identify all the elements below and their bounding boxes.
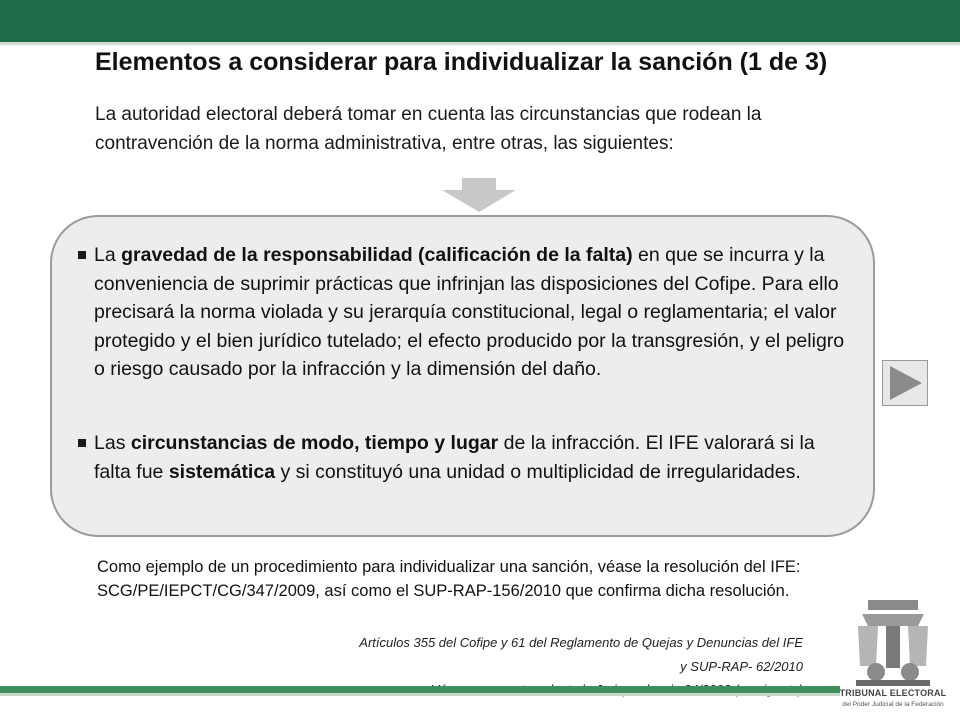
logo-subtitle: del Poder Judicial de la Federación: [842, 701, 944, 708]
logo-name: TRIBUNAL ELECTORAL: [839, 688, 947, 698]
bullet-text: Las circunstancias de modo, tiempo y lugar de la infracción. El IFE valorará si la falta fue sistemática y si constituyó una unidad o multiplicidad de irregularidades.: [94, 432, 815, 483]
reference-line: y SUP-RAP- 62/2010: [680, 658, 803, 674]
example-text: Como ejemplo de un procedimiento para individualizar una sanción, véase la resolución del IFE: SCG/PE/IEPCT/CG/347/2009, así como el SUP-RAP-156/2010 que confirma dicha resolución.: [97, 558, 801, 600]
header-band: [0, 0, 960, 42]
down-arrow-icon: [442, 178, 516, 212]
intro-text: La autoridad electoral deberá tomar en cuenta las circunstancias que rodean la contravención de la norma administrativa, entre otras, las siguientes:: [95, 104, 762, 154]
bullet-text: La gravedad de la responsabilidad (calificación de la falta) en que se incurra y la conveniencia de suprimir prácticas que infrinjan las disposiciones del Cofipe. Para ello precisará la norma violada y su jerarquía constitucional, legal o reglamentaria; el valor protegido y el bien jurídico tutelado; el efecto producido por la transgresión, y el peligro o riesgo causado por la infracción y la dimensión del daño.: [94, 244, 845, 380]
reference-line: Artículos 355 del Cofipe y 61 del Reglamento de Quejas y Denuncias del IFE: [359, 635, 803, 650]
footer-divider: [0, 693, 840, 696]
bullet-square-icon: [78, 251, 86, 259]
bullet-square-icon: [78, 439, 86, 447]
bullet-circunstancias: [78, 429, 848, 486]
tribunal-emblem-icon: [848, 596, 938, 688]
bullet-gravedad: [78, 241, 848, 384]
next-slide-button[interactable]: [882, 360, 928, 406]
footer-band: [0, 686, 840, 693]
criteria-panel: [50, 215, 875, 537]
tribunal-logo: [838, 596, 948, 716]
header-divider: [0, 42, 960, 45]
play-right-icon: [883, 361, 927, 405]
slide-title: Elementos a considerar para individualizar la sanción (1 de 3): [95, 48, 828, 76]
